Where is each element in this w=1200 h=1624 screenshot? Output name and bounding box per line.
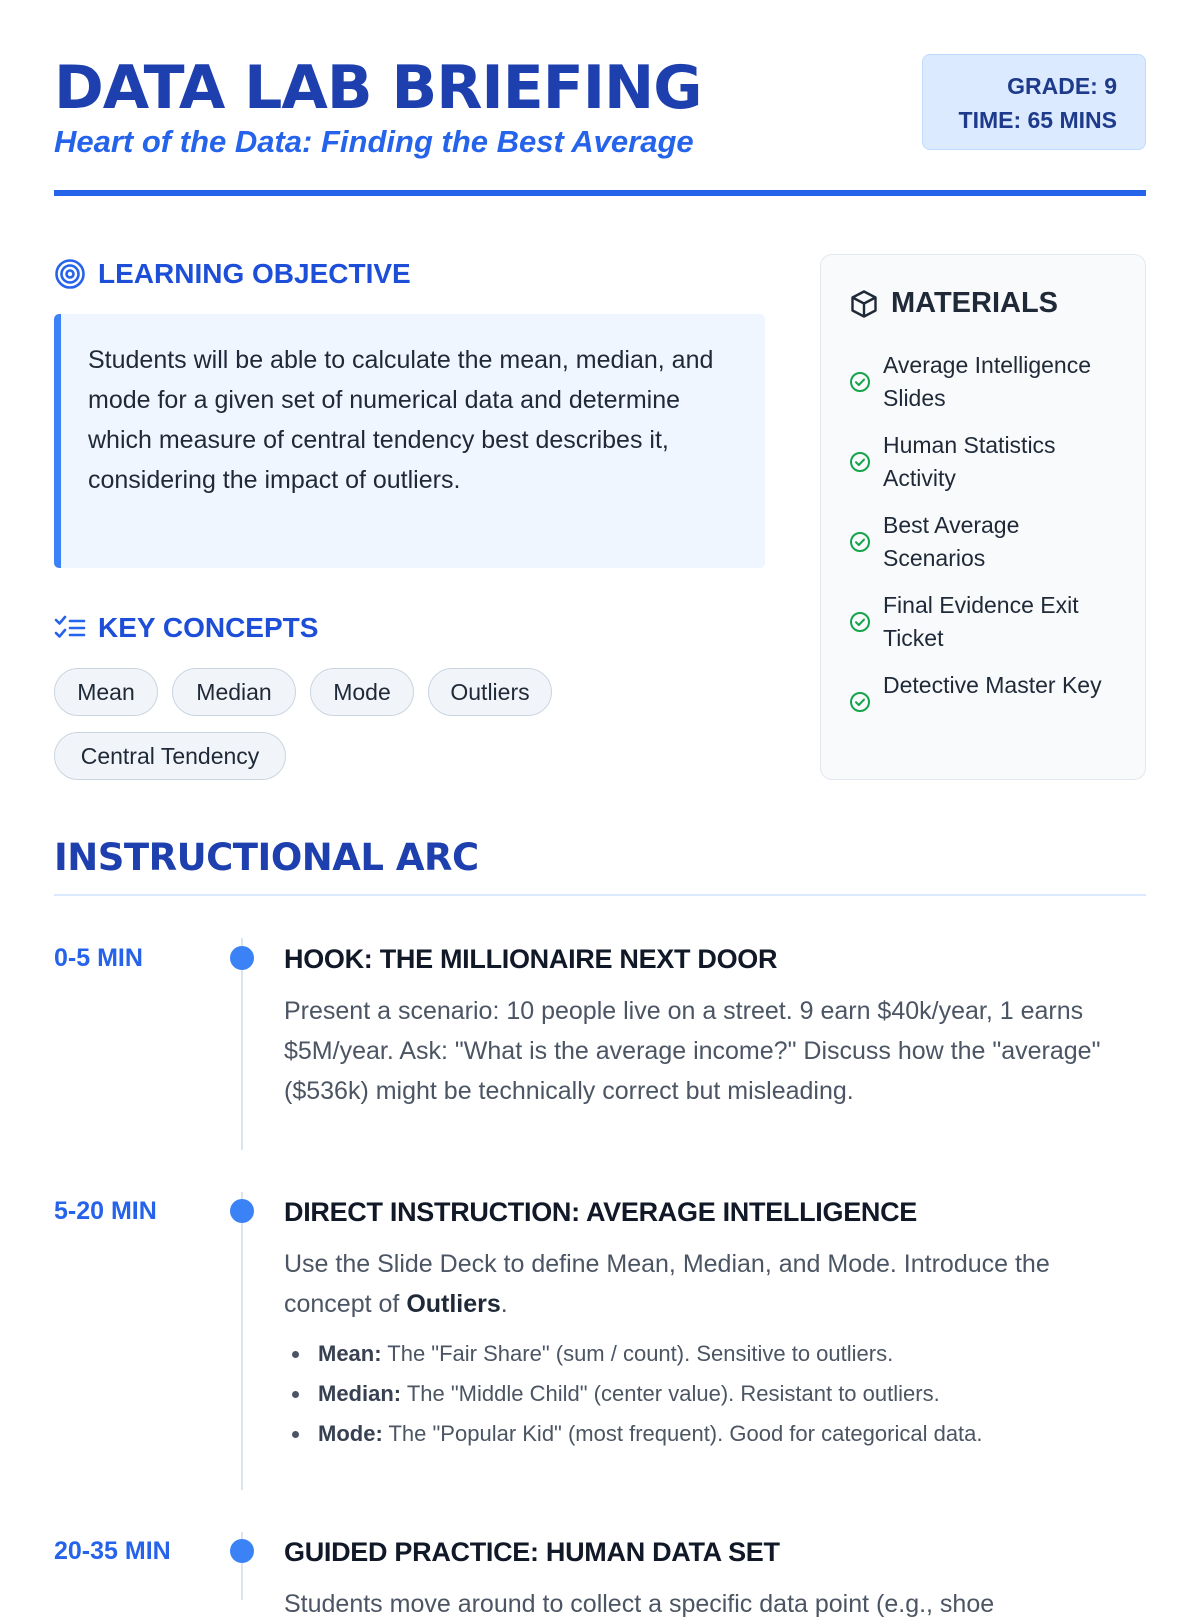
- list-item: [284, 1334, 1134, 1374]
- material-label: Human Statistics Activity: [883, 432, 1056, 491]
- definition-term: Median:: [318, 1381, 402, 1406]
- concept-chip: Median: [172, 668, 296, 716]
- material-label: Best Average Scenarios: [883, 512, 1020, 571]
- concepts-heading-label: KEY CONCEPTS: [98, 612, 319, 643]
- check-circle-icon: [849, 451, 871, 473]
- materials-heading-label: MATERIALS: [891, 287, 1059, 319]
- step-heading: HOOK: THE MILLIONAIRE NEXT DOOR: [284, 944, 778, 974]
- step-body: [284, 1244, 1134, 1324]
- time-label: TIME: 65 MINS: [958, 107, 1117, 133]
- target-icon: [54, 258, 86, 290]
- concept-chip: Mean: [54, 668, 158, 716]
- material-item: [849, 589, 1129, 657]
- header-divider: [54, 190, 1146, 196]
- materials-heading: [849, 287, 1058, 320]
- concept-chip: Outliers: [428, 668, 552, 716]
- material-item: [849, 429, 1129, 497]
- list-item: [284, 1414, 1134, 1454]
- checklist-icon: [54, 614, 86, 642]
- box-icon: [849, 289, 879, 319]
- concept-chip: Mode: [310, 668, 414, 716]
- list-item: [284, 1374, 1134, 1414]
- step-time: 20-35 MIN: [54, 1537, 171, 1565]
- grade-label: GRADE: 9: [1007, 73, 1117, 99]
- arc-title: INSTRUCTIONAL ARC: [54, 836, 479, 879]
- concept-chip: Central Tendency: [54, 732, 286, 780]
- material-label: Final Evidence Exit Ticket: [883, 592, 1079, 651]
- timeline-line: [241, 1192, 243, 1490]
- page-title: DATA LAB BRIEFING: [54, 53, 702, 123]
- definition-list: [284, 1334, 1134, 1454]
- step-time: 0-5 MIN: [54, 944, 143, 972]
- step-body: Present a scenario: 10 people live on a street. 9 earn $40k/year, 1 earns $5M/year. Ask: "What is the average income?" Discuss how the "average" ($536k) might be technically correct but misleading.: [284, 997, 1101, 1105]
- timeline-dot: [230, 1199, 254, 1223]
- step-heading: GUIDED PRACTICE: HUMAN DATA SET: [284, 1537, 780, 1567]
- definition-text: The "Fair Share" (sum / count). Sensitive to outliers.: [381, 1341, 894, 1366]
- arc-divider: [54, 894, 1146, 896]
- definition-text: The "Middle Child" (center value). Resistant to outliers.: [401, 1381, 940, 1406]
- check-circle-icon: [849, 371, 871, 393]
- step-body-text: Use the Slide Deck to define Mean, Median, and Mode. Introduce the concept of: [284, 1250, 1050, 1318]
- check-circle-icon: [849, 691, 871, 713]
- step-body-emphasis: Outliers: [406, 1290, 501, 1318]
- header: [54, 48, 1146, 198]
- material-item: [849, 669, 1129, 737]
- definition-text: The "Popular Kid" (most frequent). Good for categorical data.: [382, 1421, 983, 1446]
- material-label: Average Intelligence Slides: [883, 352, 1091, 411]
- concepts-heading: [54, 612, 318, 644]
- definition-term: Mode:: [318, 1421, 383, 1446]
- objective-heading-label: LEARNING OBJECTIVE: [98, 258, 411, 289]
- page-subtitle: Heart of the Data: Finding the Best Average: [54, 124, 694, 159]
- check-circle-icon: [849, 531, 871, 553]
- objective-text: Students will be able to calculate the mean, median, and mode for a given set of numerical data and determine which measure of central tendency best describes it, considering the impact of outliers.: [54, 314, 765, 568]
- grade-time-badge: [922, 54, 1146, 150]
- step-time: 5-20 MIN: [54, 1197, 157, 1225]
- materials-card: [820, 254, 1146, 780]
- step-heading: DIRECT INSTRUCTION: AVERAGE INTELLIGENCE: [284, 1197, 918, 1227]
- step-body: Students move around to collect a specific data point (e.g., shoe: [284, 1590, 995, 1618]
- check-circle-icon: [849, 611, 871, 633]
- timeline-dot: [230, 1539, 254, 1563]
- material-item: [849, 509, 1129, 577]
- objective-heading: [54, 258, 411, 290]
- step-body-end: .: [500, 1290, 508, 1318]
- timeline-dot: [230, 946, 254, 970]
- material-label: Detective Master Key: [883, 672, 1102, 698]
- material-item: [849, 349, 1129, 417]
- definition-term: Mean:: [318, 1341, 382, 1366]
